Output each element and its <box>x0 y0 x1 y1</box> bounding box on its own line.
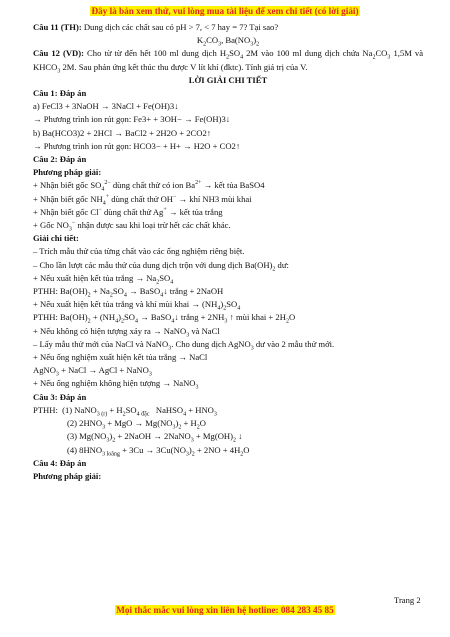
answer-1a-ion: → Phương trình ion rút gọn: Fe3+ + 3OH− → Fe(OH)3↓ <box>33 114 231 125</box>
equation-2: (2) $2HNO_3$ + MgO → $Mg(NO_3)_2 + H_2O$ <box>67 418 206 431</box>
answer-1-title: Câu 1: Đáp án <box>33 88 87 99</box>
detail-line: AgNO$_3$ + NaCl → AgCl + NaNO$_3$ <box>33 365 152 378</box>
detail-line: PTHH: $Ba(OH)_2 + (NH_4)_2SO_4$ → BaSO$_4$↓ trắng + $2NH_3$ ↑ mùi khai + $2H_2O$ <box>33 312 296 326</box>
detail-line: + Nếu không có hiện tượng xảy ra → NaNO$_3$ và NaCl <box>33 325 220 339</box>
answer-1b: b) Ba(HCO3)2 + 2HCl → BaCl2 + 2H2O + 2CO2↑ <box>33 127 212 138</box>
equation-3: (3) $Mg(NO_3)_2$ + 2NaOH → 2NaNO$_3$ + $Mg(OH)_2$ ↓ <box>67 431 243 445</box>
solutions-heading: LỜI GIẢI CHI TIẾT <box>188 74 268 85</box>
detail-line: + Nếu xuất hiện kết tủa trắng → $Na_2SO_4$ <box>33 272 174 286</box>
answer-4-title: Câu 4: Đáp án <box>33 457 87 468</box>
method-chloride: + Nhận biết gốc Cl− dùng chất thử Ag+ → kết tủa trắng <box>33 206 223 217</box>
question-12: Câu 12 (VD): Cho từ từ đến hết 100 ml dung dịch $H_2SO_4$ 2M vào 100 ml dung dịch chứa $Na_2CO_3$ 1,5M và $KHCO_3$ 2M. Sau phản ứng kết thúc thu được V lít khí (đktc). Tính giá trị của V. <box>33 48 424 75</box>
detail-line: + Nếu xuất hiện kết tủa trắng và khí mùi khai → $(NH_4)_2SO_4$ <box>33 299 241 312</box>
detail-heading: Giải chi tiết: <box>33 233 79 244</box>
hotline-banner-text: Mọi thắc mắc vui lòng xin liên hệ hotline: 084 283 45 85 <box>116 605 334 615</box>
answer-2-title: Câu 2: Đáp án <box>33 154 87 165</box>
answer-1b-ion: → Phương trình ion rút gọn: HCO3− + H+ → H2O + CO2↑ <box>33 140 241 151</box>
method-nitrate: + Gốc $NO_3^-$ nhận được sau khi loại trừ hết các chất khác. <box>33 220 231 233</box>
document-body <box>33 21 423 483</box>
method-sulfate: + Nhận biết gốc $SO_4^{2-}$ dùng chất thử có ion $Ba^{2+}$ → kết tủa BaSO4 <box>33 180 265 194</box>
answer-1a: a) FeCl3 + 3NaOH → 3NaCl + Fe(OH)3↓ <box>33 101 179 112</box>
method-heading-2: Phương pháp giải: <box>33 470 102 481</box>
equation-4: (4) $8HNO_{3 loãng} + 3Cu \to 3Cu(NO_3)_2 + 2NO + 4H_2O$ <box>67 444 250 458</box>
detail-line: – Lấy mẫu thử mới của NaCl và NaNO$_3$. Cho dung dịch AgNO$_3$ dư vào 2 mẫu thử mới. <box>33 338 335 352</box>
detail-line: – Cho lần lượt các mẫu thử của dung dịch trộn với dung dịch $Ba(OH)_2$ dư: <box>33 259 289 273</box>
hotline-banner <box>0 605 450 615</box>
detail-line: + Nếu ống nghiệm không hiện tượng → NaNO$_3$ <box>33 378 199 392</box>
question-11: Câu 11 (TH): Dung dịch các chất sau có pH > 7, < 7 hay = 7? Tại sao? <box>33 22 279 32</box>
page-number: Trang 2 <box>394 595 421 605</box>
preview-banner-text: Đây là bản xem thử, vui lòng mua tài liệu để xem chi tiết (có lời giải) <box>91 6 359 16</box>
preview-banner <box>0 6 450 16</box>
method-ammonium: + Nhận biết gốc $NH_4^+$ dùng chất thử OH− → khí NH3 mùi khai <box>33 193 252 207</box>
equation-1: PTHH: (1) NaNO$_{3 (r)}$ + $H_2SO_{4 đặc}$ NaHSO$_4$ + $HNO_3$ <box>33 404 217 418</box>
answer-3-title: Câu 3: Đáp án <box>33 391 87 402</box>
question-11-items: $K_2CO_3$, $Ba(NO_3)_2$ <box>196 35 260 48</box>
detail-line: PTHH: $Ba(OH)_2 + Na_2SO_4$ → BaSO$_4$↓ trắng + 2NaOH <box>33 286 224 299</box>
detail-line: + Nếu ống nghiệm xuất hiện kết tủa trắng → NaCl <box>33 352 208 363</box>
detail-line: – Trích mẫu thử của từng chất vào các ống nghiệm riêng biệt. <box>33 246 245 257</box>
method-heading: Phương pháp giải: <box>33 167 102 178</box>
